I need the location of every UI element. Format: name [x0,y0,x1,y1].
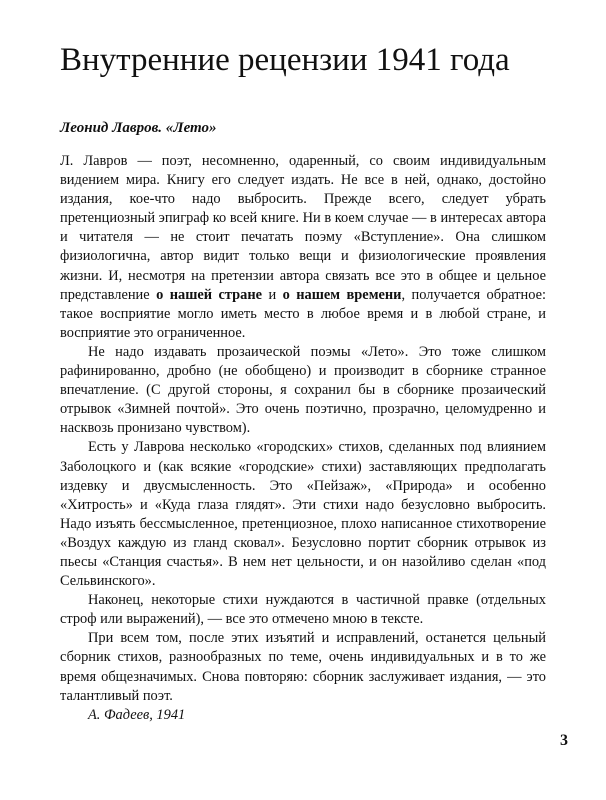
paragraph-1-tail: , получается обратное: такое восприятие могло иметь место в любое время и в любой стране, и восприятие это ограниченное. [60,286,547,341]
emphasis-our-time: о нашем времени [282,286,402,303]
review-subtitle: Леонид Лавров. «Лето» [60,120,217,136]
review-body [60,152,546,725]
emphasis-our-country: о нашей стране [156,286,262,303]
paragraph-4: Наконец, некоторые стихи нуждаются в частичной правке (отдельных строф или выражений), — все это отмечено мною в тексте. [60,592,546,628]
paragraph-1-text: Л. Лавров — поэт, несомненно, одаренный, со своим индивидуальным видением мира. Книгу его следует издать. Не все в ней, однако, достойно издания, кое-что надо выбросить. Прежде всего, следует убрать претенциозный эпиграф ко всей книге. Ни в коем случае — в интересах автора и читателя — не стоит печатать поэму «Вступление». Она слишком физиологична, автор видит только вещи и физиологические проявления жизни. И, несмотря на претензии автора связать все это в общее и цельное представление [60,153,546,303]
page-number: 3 [560,732,568,749]
paragraph-3: Есть у Лаврова несколько «городских» стихов, сделанных под влиянием Заболоцкого и (как всякие «городские» стихи) заставляющих предполагать издевку и двусмысленность. Это «Пейзаж», «Природа» и особенно «Хитрость» и «Куда глаза глядят». Эти стихи надо безусловно выбросить. Надо изъять бессмысленное, претенциозное, плохо написанное стихотворение «Воздух каждую из гланд сковал». Безусловно портит сборник отрывок из пьесы «Станция счастья». В нем нет цельности, и он назойливо сделан «под Сельвинского». [60,439,546,590]
paragraph-1 [60,152,546,343]
signature: А. Фадеев, 1941 [88,706,186,723]
page-title: Внутренние рецензии 1941 года [60,42,510,78]
paragraph-1-mid: и [262,286,283,303]
paragraph-5: При всем том, после этих изъятий и исправлений, останется цельный сборник стихов, разнообразных по теме, очень индивидуальных и в то же время общезначимых. Снова повторяю: сборник заслуживает издания, — это талантливый поэт. [60,630,546,704]
paragraph-2: Не надо издавать прозаической поэмы «Лето». Это тоже слишком рафинированно, дробно (не обобщено) и производит в сборнике странное впечатление. (С другой стороны, я сохранил бы в сборнике прозаический отрывок «Зимней почтой». Это очень поэтично, прозрачно, целомудренно и насквозь пронизано чувством). [60,343,546,437]
